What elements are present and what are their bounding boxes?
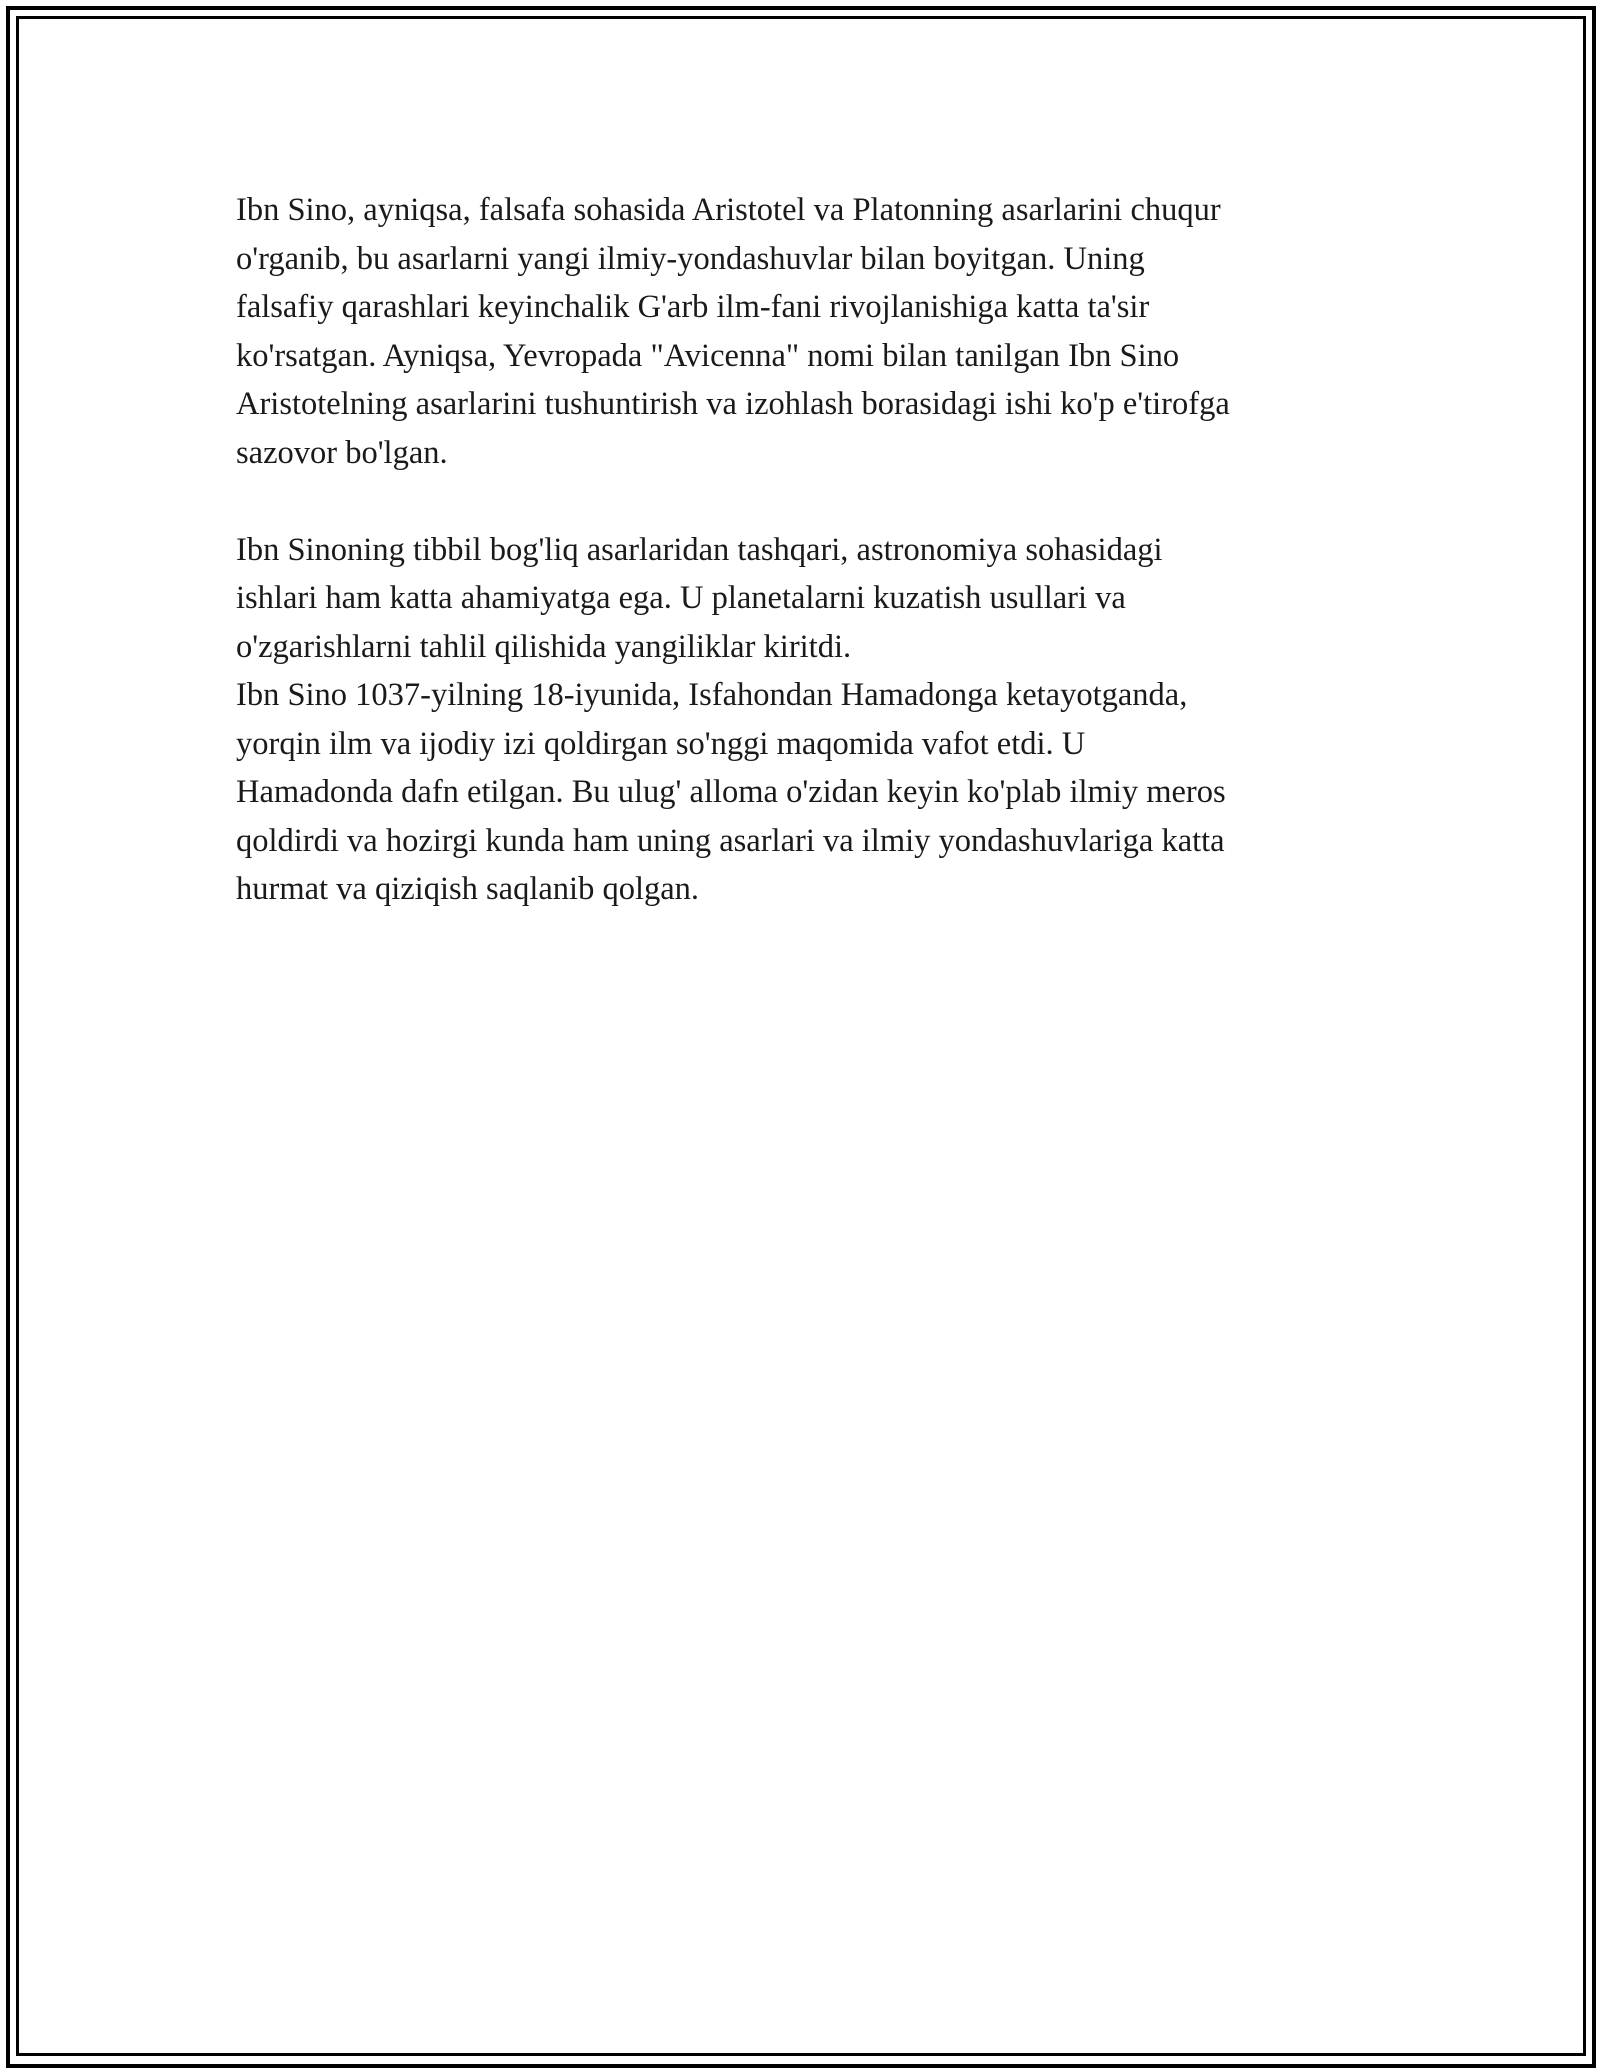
paragraph-astronomy: Ibn Sinoning tibbil bog'liq asarlaridan tashqari, astronomiya sohasidagi ishlari ham katta ahamiyatga ega. U planetalarni kuzatish usullari va o'zgarishlarni tahlil qilishida yangiliklar kiritdi. xyxy=(236,531,1163,665)
paragraph-philosophy: Ibn Sino, ayniqsa, falsafa sohasida Aristotel va Platonning asarlarini chuqur o'rganib, bu asarlarni yangi ilmiy-yondashuvlar bilan boyitgan. Uning falsafiy qarashlari keyinchalik G'arb ilm-fani rivojlanishiga katta ta'sir ko'rsatgan. Ayniqsa, Yevropada "Avicenna" nomi bilan tanilgan Ibn Sino Aristotelning asarlarini tushuntirish va izohlash borasidagi ishi ko'p e'tirofga sazovor bo'lgan. xyxy=(236,192,1230,471)
document-body xyxy=(236,186,1376,914)
paragraph-death: Ibn Sino 1037-yilning 18-iyunida, Isfahondan Hamadonga ketayotganda, yorqin ilm va ijodiy izi qoldirgan so'nggi maqomida vafot etdi. U Hamadonda dafn etilgan. Bu ulug' alloma o'zidan keyin ko'plab ilmiy meros qoldirdi va hozirgi kunda ham uning asarlari va ilmiy yondashuvlariga katta hurmat va qiziqish saqlanib qolgan. xyxy=(236,677,1226,907)
